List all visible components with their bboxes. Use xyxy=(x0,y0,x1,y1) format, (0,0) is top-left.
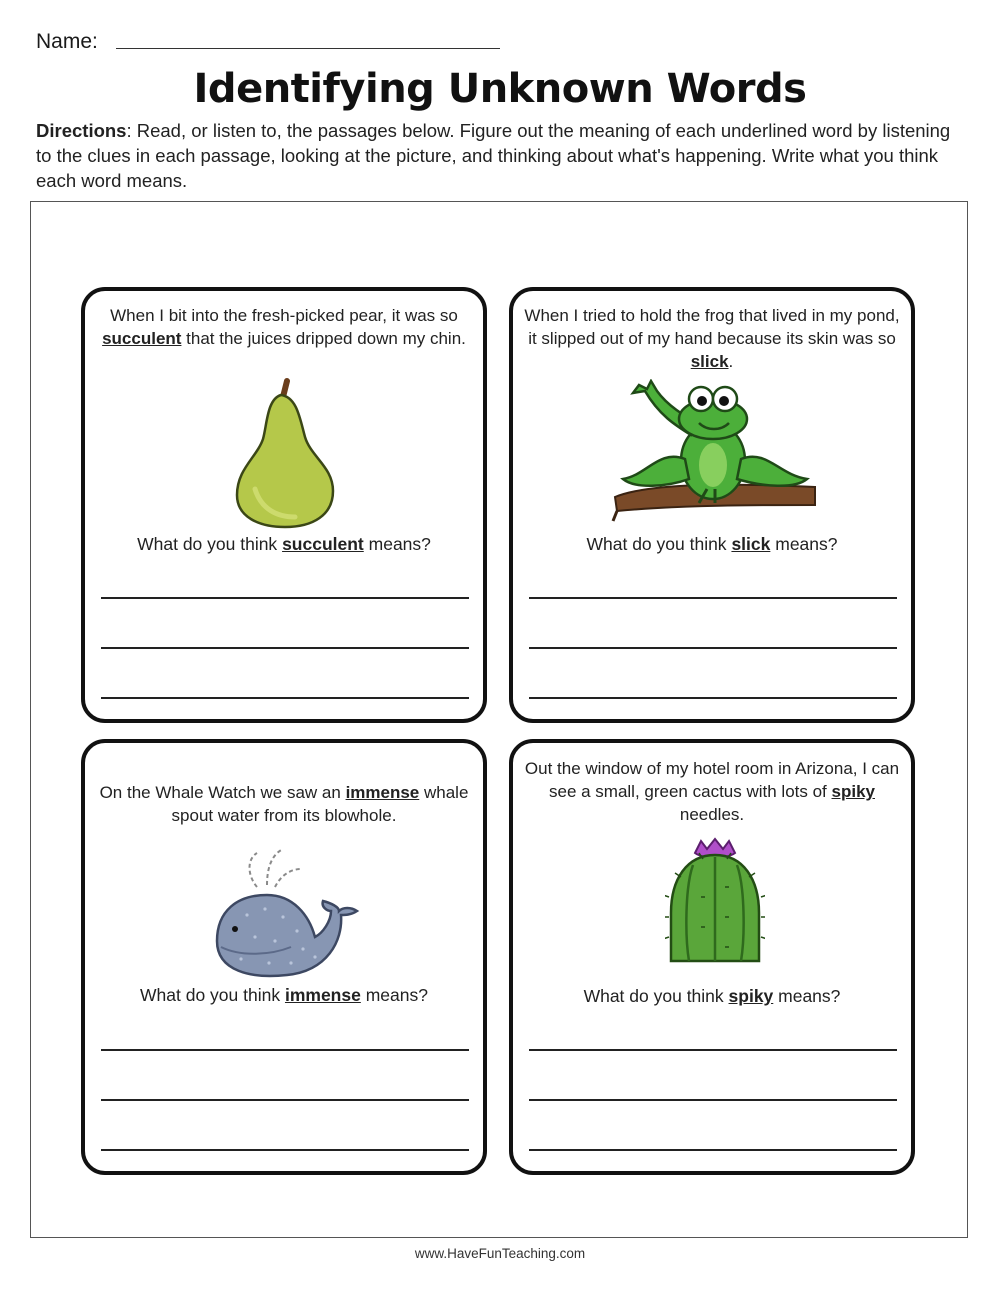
answer-line-2[interactable] xyxy=(101,1099,469,1101)
answer-line-1[interactable] xyxy=(101,1049,469,1051)
answer-line-3[interactable] xyxy=(101,697,469,699)
name-label: Name: xyxy=(36,30,98,53)
pear-icon xyxy=(233,377,337,529)
keyword-slick: slick xyxy=(690,352,729,371)
answer-line-1[interactable] xyxy=(101,597,469,599)
directions-text: : Read, or listen to, the passages below. Figure out the meaning of each underlined word by listening to the clues in each passage, looking at the picture, and thinking about what's happening. Write what you think each word means. xyxy=(36,120,951,191)
page-title: Identifying Unknown Words xyxy=(193,66,807,112)
name-write-line[interactable] xyxy=(116,48,500,49)
question-spiky: What do you think spiky means? xyxy=(583,986,841,1006)
question-succulent: What do you think succulent means? xyxy=(137,534,431,554)
keyword-succulent: succulent xyxy=(102,329,182,348)
answer-line-2[interactable] xyxy=(529,1099,897,1101)
passage-immense: On the Whale Watch we saw an immense whale spout water from its blowhole. xyxy=(99,783,469,825)
answer-line-1[interactable] xyxy=(529,1049,897,1051)
directions-label: Directions xyxy=(36,120,127,141)
answer-line-1[interactable] xyxy=(529,597,897,599)
answer-line-2[interactable] xyxy=(101,647,469,649)
whale-icon xyxy=(211,845,363,981)
answer-line-3[interactable] xyxy=(529,1149,897,1151)
answer-line-2[interactable] xyxy=(529,647,897,649)
answer-line-3[interactable] xyxy=(529,697,897,699)
passage-slick: When I tried to hold the frog that lived in my pond, it slipped out of my hand because its skin was so slick. xyxy=(524,306,900,371)
answer-line-3[interactable] xyxy=(101,1149,469,1151)
footer-url: www.HaveFunTeaching.com xyxy=(414,1246,586,1261)
passage-spiky: Out the window of my hotel room in Arizona, I can see a small, green cactus with lots of spiky needles. xyxy=(524,759,900,824)
question-immense: What do you think immense means? xyxy=(140,985,428,1005)
card-spiky xyxy=(509,739,915,1175)
card-succulent xyxy=(81,287,487,723)
frog-icon xyxy=(609,379,821,525)
card-slick xyxy=(509,287,915,723)
name-field[interactable] xyxy=(36,30,506,54)
cactus-icon xyxy=(665,837,765,967)
directions xyxy=(36,118,956,193)
keyword-immense: immense xyxy=(345,783,420,802)
question-slick: What do you think slick means? xyxy=(586,534,838,554)
card-immense xyxy=(81,739,487,1175)
passage-succulent: When I bit into the fresh-picked pear, it was so succulent that the juices dripped down my chin. xyxy=(102,306,466,348)
keyword-spiky: spiky xyxy=(831,782,875,801)
